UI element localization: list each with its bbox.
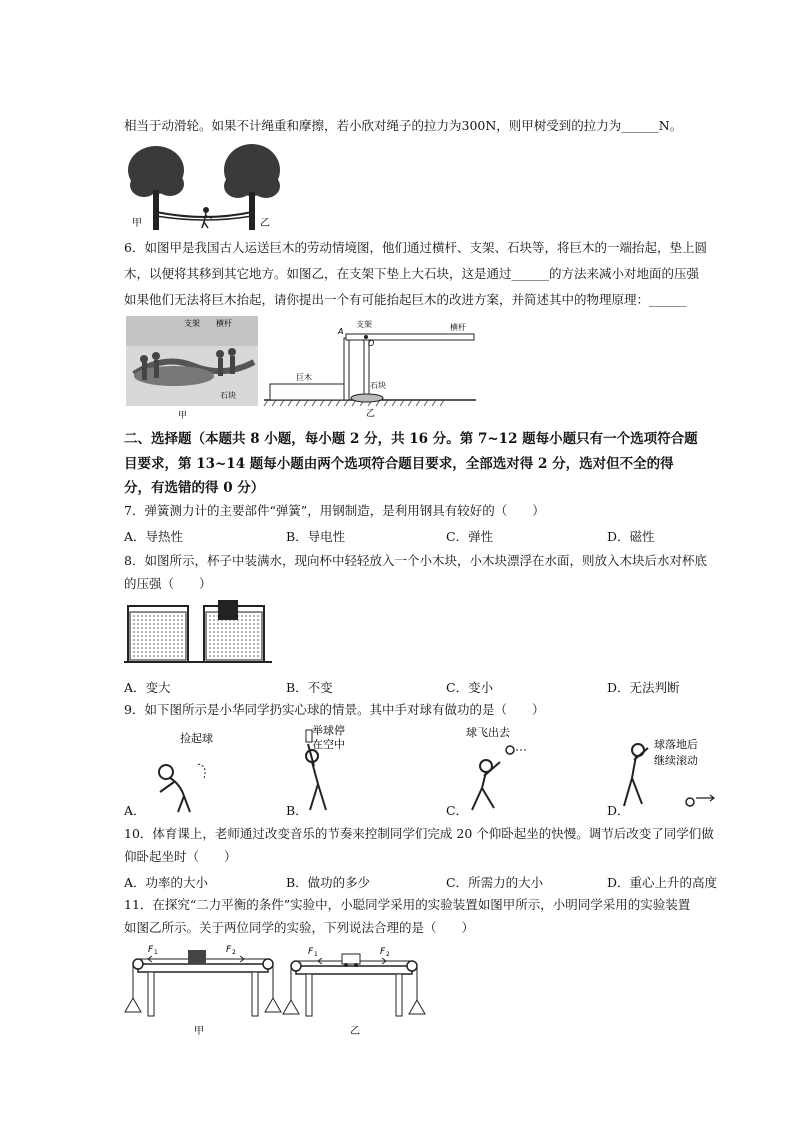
q9-figure-c xyxy=(456,722,548,814)
q10-line-1: 10．体育课上，老师通过改变音乐的节奏来控制同学们完成 20 个仰卧起坐的快慢。调节后改变了同学们做 xyxy=(124,826,714,841)
q6-fig-shikuai2: 石块 xyxy=(370,381,386,390)
q6-figure xyxy=(124,314,479,422)
q6-fig-shikuai: 石块 xyxy=(220,391,236,400)
q6-fig-henggan2: 横杆 xyxy=(450,323,466,332)
q9-stem: 9．如下图所示是小华同学扔实心球的情景。其中手对球有做功的是（ ） xyxy=(124,702,545,717)
q8-option-d[interactable]: D．无法判断 xyxy=(607,680,680,695)
q9-fig-d-label-2: 继续滚动 xyxy=(654,754,698,767)
q8-option-a[interactable]: A．变大 xyxy=(124,680,171,695)
q9-fig-c-label: 球飞出去 xyxy=(466,726,510,739)
q5-fig-label-yi: 乙 xyxy=(260,218,270,229)
q7-option-b[interactable]: B．导电性 xyxy=(286,529,346,544)
q8-cups-figure xyxy=(124,598,274,668)
q9-fig-b-label-1: 举球停 xyxy=(312,724,345,737)
q9-option-a[interactable]: A． xyxy=(124,803,146,818)
q10-line-2: 仰卧起坐时（ ） xyxy=(124,849,237,864)
q11-figure xyxy=(124,942,429,1037)
q5-trees-figure xyxy=(126,140,286,235)
q8-line-1: 8．如图所示，杯子中装满水，现向杯中轻轻放入一个小木块，小木块漂浮在水面，则放入木块后水对杯底 xyxy=(124,553,707,568)
q9-figure-a xyxy=(140,724,230,814)
q9-option-d[interactable]: D． xyxy=(607,803,630,818)
q7-option-a[interactable]: A．导热性 xyxy=(124,529,184,544)
q9-figure-d xyxy=(618,728,738,814)
q6-fig-A: A xyxy=(338,327,344,336)
q11-fig-yi: 乙 xyxy=(350,1026,360,1037)
q11-fig-F2-sub: 2 xyxy=(232,949,236,956)
q5-text: 相当于动滑轮。如果不计绳重和摩擦，若小欣对绳子的拉力为300N，则甲树受到的拉力为______N。 xyxy=(124,118,683,133)
q9-fig-a-label: 捡起球 xyxy=(180,732,213,745)
q7-option-d[interactable]: D．磁性 xyxy=(607,529,655,544)
q6-line-2: 木，以便将其移到其它地方。如图乙，在支架下垫上大石块，这是通过______的方法来减小对地面的压强 xyxy=(124,266,700,281)
q6-line-1: 6．如图甲是我国古人运送巨木的劳动情境图，他们通过横杆、支架、石块等，将巨木的一端抬起，垫上圆 xyxy=(124,240,707,255)
q11-fig-F2: F xyxy=(226,945,232,955)
q6-fig-zhijia2: 支架 xyxy=(356,320,372,329)
q11-fig-F2b: F xyxy=(380,947,386,957)
q11-fig-jia: 甲 xyxy=(194,1026,204,1037)
q9-option-b[interactable]: B． xyxy=(286,803,308,818)
q10-option-c[interactable]: C．所需力的大小 xyxy=(446,875,544,890)
q11-fig-F1-sub: 1 xyxy=(154,949,158,956)
q9-figure-b xyxy=(300,722,380,814)
q11-fig-F1b-sub: 1 xyxy=(314,951,318,958)
q9-fig-d-label-1: 球落地后 xyxy=(654,738,698,751)
section2-line-1: 二、选择题（本题共 8 小题，每小题 2 分，共 16 分。第 7~12 题每小题只有一个选项符合题 xyxy=(124,431,698,447)
q6-fig-jia: 甲 xyxy=(178,411,188,421)
q10-option-b[interactable]: B．做功的多少 xyxy=(286,875,371,890)
q9-option-c[interactable]: C． xyxy=(446,803,469,818)
q6-fig-zhijia: 支架 xyxy=(184,319,200,328)
q8-line-2: 的压强（ ） xyxy=(124,576,212,591)
q6-fig-henggan: 横杆 xyxy=(216,319,232,328)
q11-fig-F1b: F xyxy=(308,947,314,957)
q11-line-1: 11．在探究“二力平衡的条件”实验中，小聪同学采用的实验装置如图甲所示，小明同学采用的实验装置 xyxy=(124,897,691,912)
q6-fig-O: O xyxy=(368,339,375,348)
section2-line-2: 目要求，第 13~14 题每小题由两个选项符合题目要求，全部选对得 2 分，选对但不全的得 xyxy=(124,456,674,472)
section2-line-3: 分，有选错的得 0 分） xyxy=(124,480,265,496)
q6-line-3: 如果他们无法将巨木抬起，请你提出一个有可能抬起巨木的改进方案，并简述其中的物理原理：______ xyxy=(124,292,687,307)
q11-line-2: 如图乙所示。关于两位同学的实验，下列说法合理的是（ ） xyxy=(124,920,475,935)
q10-option-d[interactable]: D．重心上升的高度 xyxy=(607,875,718,890)
q11-fig-F2b-sub: 2 xyxy=(386,951,390,958)
q8-option-c[interactable]: C．变小 xyxy=(446,680,494,695)
q7-option-c[interactable]: C．弹性 xyxy=(446,529,494,544)
q7-stem: 7．弹簧测力计的主要部件“弹簧”，用钢制造，是利用钢具有较好的（ ） xyxy=(124,503,545,518)
q6-fig-yi: 乙 xyxy=(366,409,376,419)
q11-fig-F1: F xyxy=(148,945,154,955)
q10-option-a[interactable]: A．功率的大小 xyxy=(124,875,209,890)
q6-fig-jumu: 巨木 xyxy=(296,373,312,382)
q8-option-b[interactable]: B．不变 xyxy=(286,680,333,695)
q9-fig-b-label-2: 在空中 xyxy=(312,738,345,751)
q5-fig-label-jia: 甲 xyxy=(132,218,142,229)
